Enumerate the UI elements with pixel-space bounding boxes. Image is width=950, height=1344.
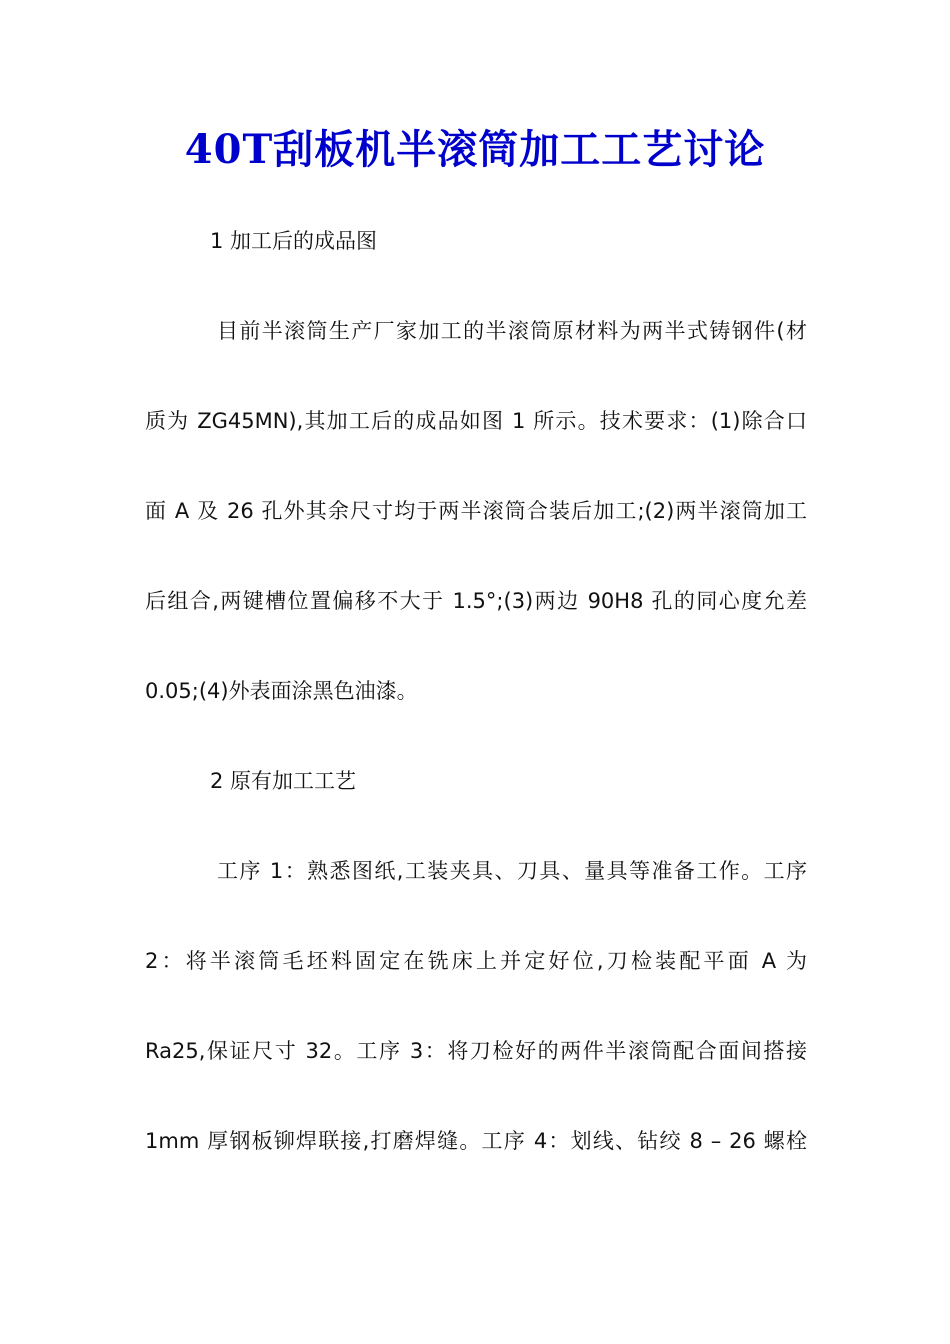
document-body (145, 216, 807, 1206)
paragraph-line: 后组合,两键槽位置偏移不大于 1.5°;(3)两边 90H8 孔的同心度允差 (145, 589, 807, 613)
paragraph-line: 1mm 厚钢板铆焊联接,打磨焊缝。工序 4：划线、钻绞 8 – 26 螺栓 (145, 1129, 807, 1153)
paragraph-line: 目前半滚筒生产厂家加工的半滚筒原材料为两半式铸钢件(材 (217, 319, 807, 343)
paragraph-line: 工序 1：熟悉图纸,工装夹具、刀具、量具等准备工作。工序 (217, 859, 807, 883)
paragraph-line: 0.05;(4)外表面涂黑色油漆。 (145, 679, 418, 703)
document-title: 40T刮板机半滚筒加工工艺讨论 (184, 126, 766, 173)
paragraph-line: 面 A 及 26 孔外其余尺寸均于两半滚筒合装后加工;(2)两半滚筒加工 (145, 499, 807, 523)
section-heading-1: 1 加工后的成品图 (210, 229, 378, 253)
paragraph-line: 2：将半滚筒毛坯料固定在铣床上并定好位,刀检装配平面 A 为 (145, 949, 807, 973)
paragraph-line: 质为 ZG45MN),其加工后的成品如图 1 所示。技术要求：(1)除合口 (145, 409, 807, 433)
paragraph-line: Ra25,保证尺寸 32。工序 3：将刀检好的两件半滚筒配合面间搭接 (145, 1039, 807, 1063)
section-heading-2: 2 原有加工工艺 (210, 769, 357, 793)
